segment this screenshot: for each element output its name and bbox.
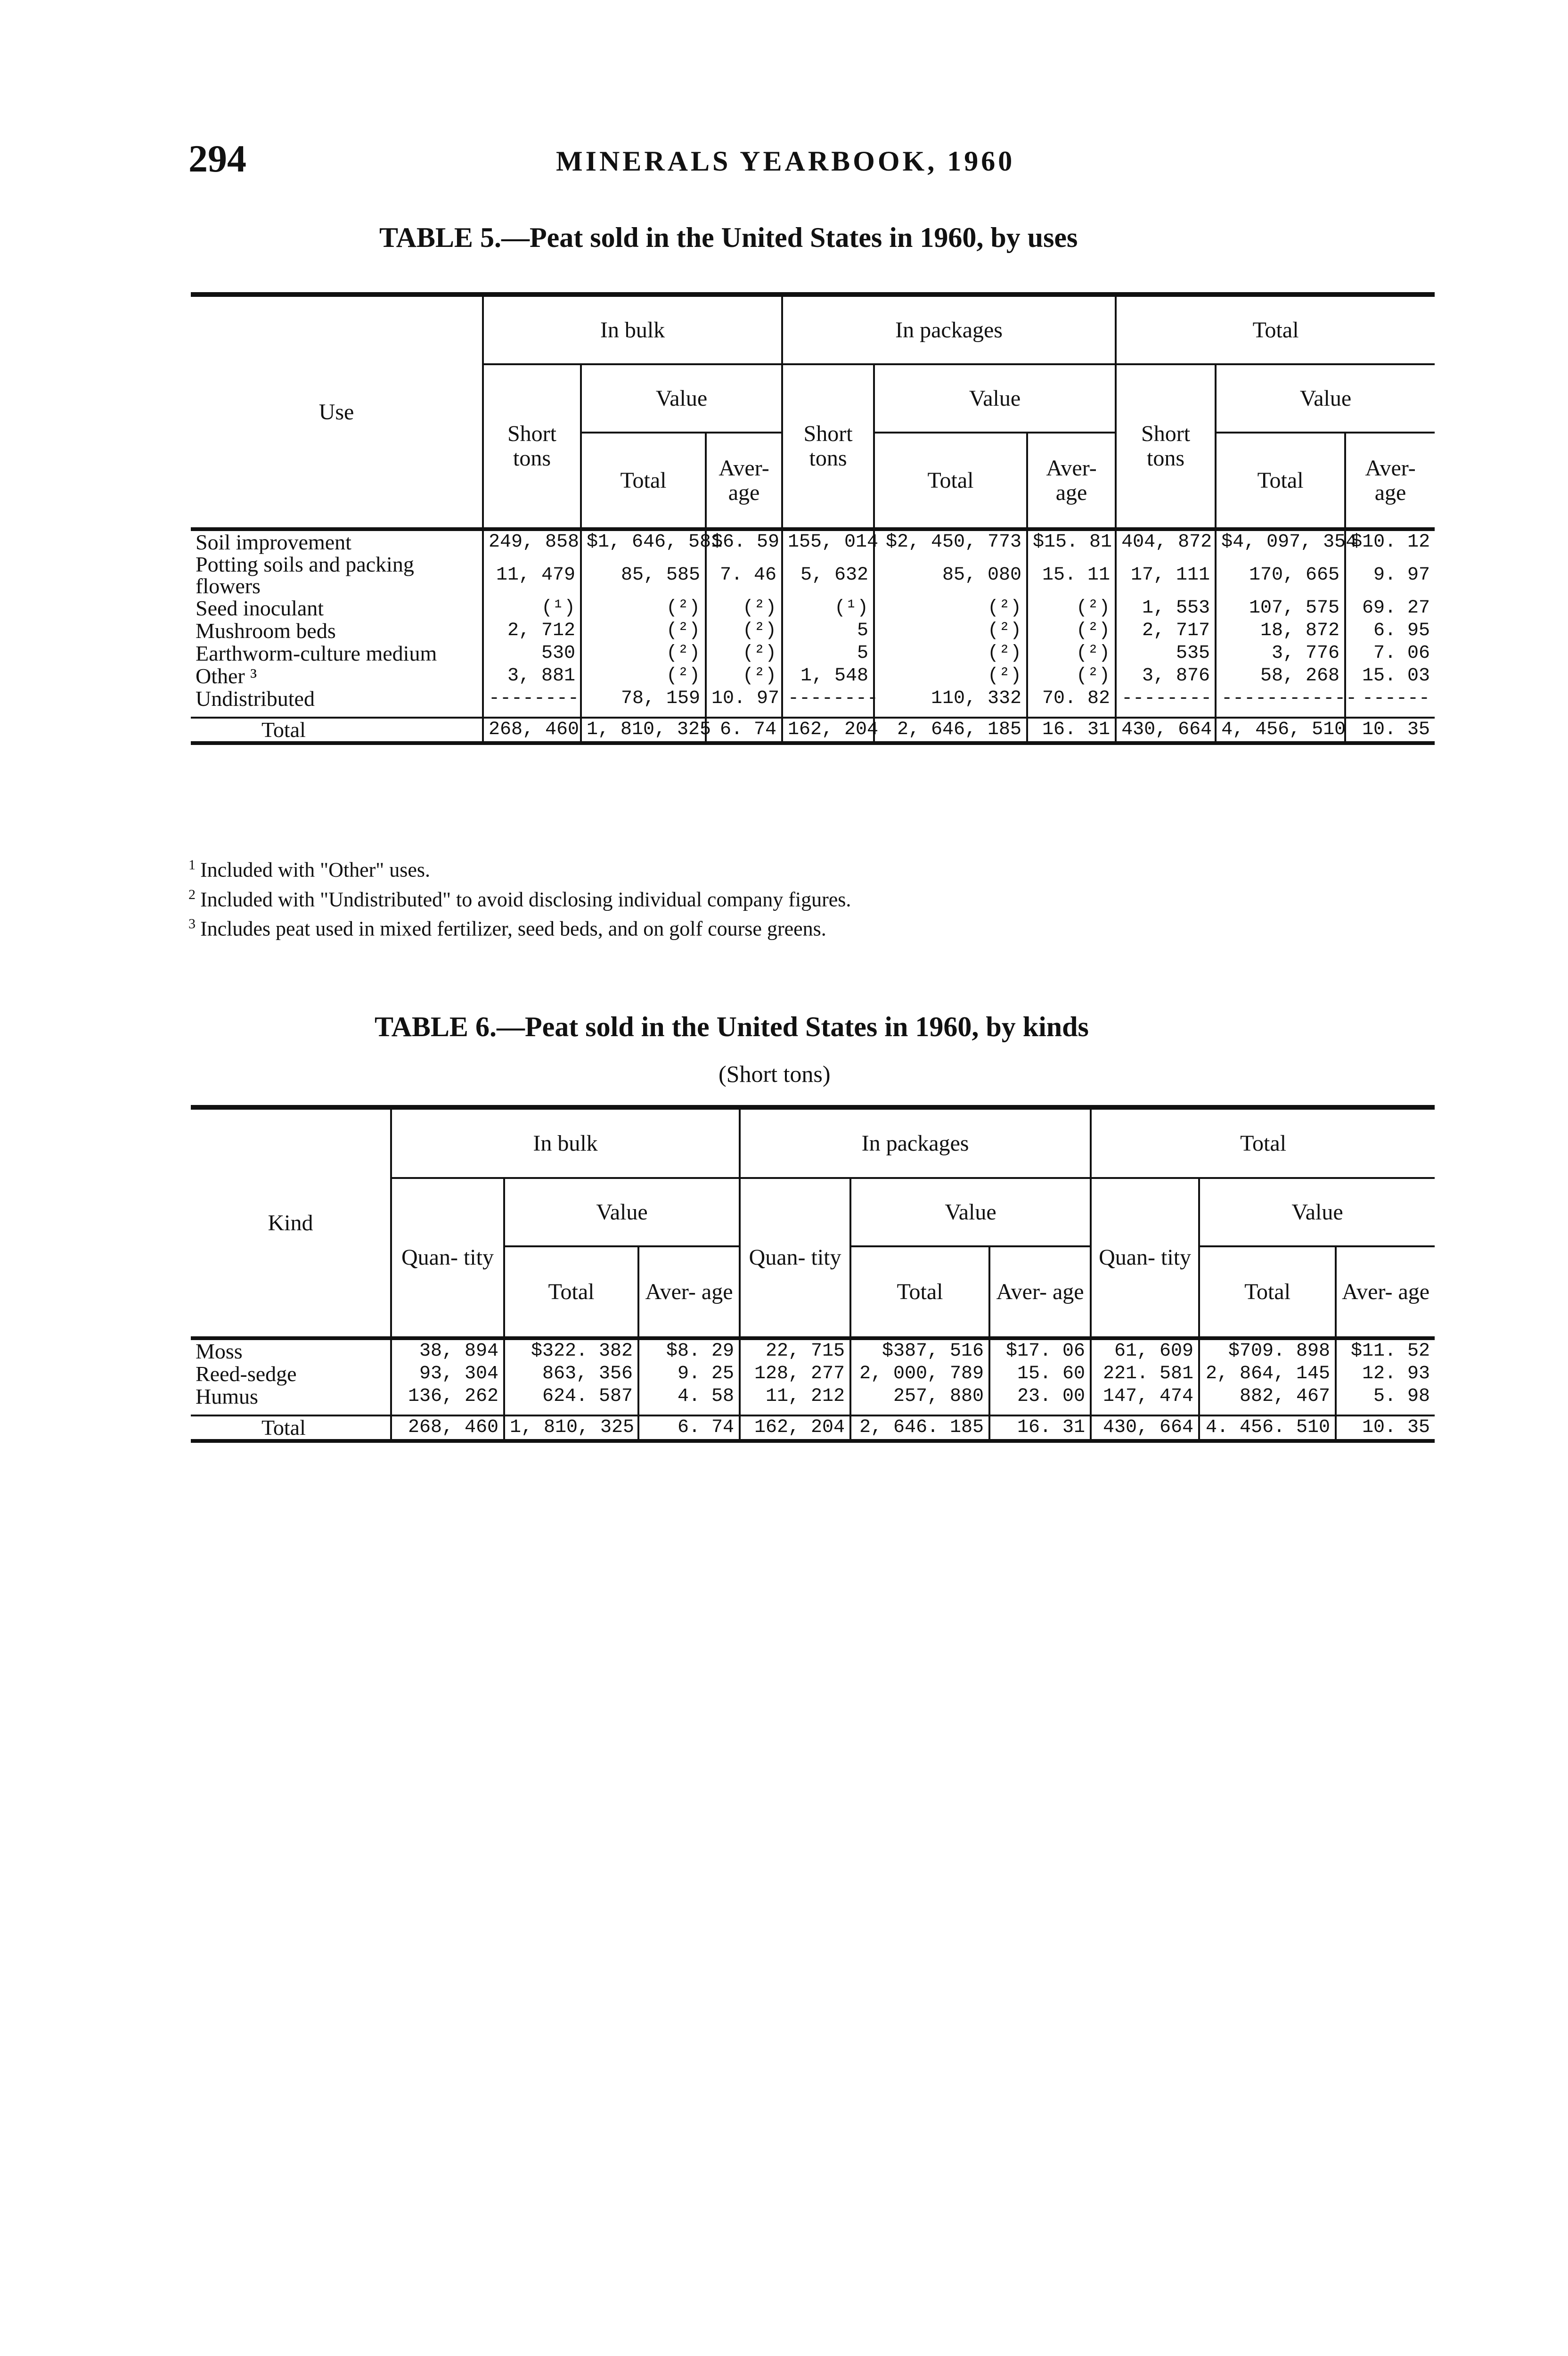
table5-spacer-cell: [191, 710, 483, 718]
table5-row-label: Other ³: [196, 664, 257, 688]
table6-total-cell: 4. 456. 510: [1199, 1415, 1336, 1441]
table5-cell: 110, 332: [874, 687, 1027, 710]
table5-spacer-cell: [581, 710, 706, 718]
table5-cell: $4, 097, 354: [1216, 529, 1345, 554]
table5-cell: (²): [874, 597, 1027, 620]
table5-cell: (²): [874, 620, 1027, 642]
table5-header-average: Aver- age: [706, 433, 782, 529]
table5-row-label: Potting soils and packing flowers: [196, 552, 414, 598]
table5-cell: 85, 080: [874, 554, 1027, 597]
table6-cell: 15. 60: [989, 1363, 1091, 1385]
table5-cell: 58, 268: [1216, 665, 1345, 687]
table6-header-average: Aver- age: [989, 1246, 1091, 1338]
table5-cell: 85, 585: [581, 554, 706, 597]
footnote-3-text: Includes peat used in mixed fertilizer, seed beds, and on golf course greens.: [200, 917, 826, 941]
table5-row-label: Undistributed: [196, 687, 315, 711]
table5-header-average: Aver- age: [1027, 433, 1116, 529]
table5-row: [191, 620, 1435, 642]
table5-cell: (²): [706, 642, 782, 665]
table5-row: [191, 554, 1435, 597]
table5-cell: $2, 450, 773: [874, 529, 1027, 554]
table5-header-in-bulk: In bulk: [483, 294, 782, 364]
table5-header-use: Use: [191, 294, 483, 529]
table5-cell: 11, 479: [483, 554, 581, 597]
table5-cell: 535: [1116, 642, 1216, 665]
page-number: 294: [188, 137, 246, 180]
table5-cell: (²): [1027, 620, 1116, 642]
table6-spacer-cell: [638, 1408, 740, 1415]
table5-cell: (²): [581, 597, 706, 620]
table5-cell: 6. 95: [1345, 620, 1435, 642]
table6-cell: 9. 25: [638, 1363, 740, 1385]
table5-header-value-total: Total: [581, 433, 706, 529]
table6-cell: 882, 467: [1199, 1385, 1336, 1408]
table5-cell: --------: [782, 687, 874, 710]
table6-cell: 257, 880: [850, 1385, 989, 1408]
table6-cell: $322. 382: [504, 1338, 638, 1363]
table5-header-in-packages: In packages: [782, 294, 1116, 364]
table5-cell: (²): [1027, 597, 1116, 620]
table6-header-average: Aver- age: [638, 1246, 740, 1338]
table5-cell: 78, 159: [581, 687, 706, 710]
table5-cell: 2, 712: [483, 620, 581, 642]
table6-cell: 61, 609: [1091, 1338, 1199, 1363]
table6-total-cell: 2, 646. 185: [850, 1415, 989, 1441]
table5-total-label: Total: [191, 718, 483, 743]
table5-total-cell: 2, 646, 185: [874, 718, 1027, 743]
table5-cell: 69. 27: [1345, 597, 1435, 620]
table5-cell: 249, 858: [483, 529, 581, 554]
table5-cell: (¹): [483, 597, 581, 620]
table5-header-value: Value: [1216, 364, 1435, 433]
table5-footnotes: [188, 853, 851, 941]
table6-spacer-cell: [504, 1408, 638, 1415]
table5-header-average: Aver- age: [1345, 433, 1435, 529]
table5-cell: 15. 11: [1027, 554, 1116, 597]
table6-header-value-total: Total: [1199, 1246, 1336, 1338]
table5-cell: 3, 881: [483, 665, 581, 687]
table6-cell: 5. 98: [1336, 1385, 1435, 1408]
table5-cell: 107, 575: [1216, 597, 1345, 620]
table6-cell: $11. 52: [1336, 1338, 1435, 1363]
table5-cell: (¹): [782, 597, 874, 620]
table5-cell: $1, 646, 581: [581, 529, 706, 554]
table5-cell: $10. 12: [1345, 529, 1435, 554]
table5-total-cell: 16. 31: [1027, 718, 1116, 743]
table5-cell: 5, 632: [782, 554, 874, 597]
table5-cell: $6. 59: [706, 529, 782, 554]
table5-cell: 70. 82: [1027, 687, 1116, 710]
table6-cell: 624. 587: [504, 1385, 638, 1408]
table6-header-average: Aver- age: [1336, 1246, 1435, 1338]
table6-row: [191, 1338, 1435, 1363]
table6-header-value-total: Total: [504, 1246, 638, 1338]
table6-cell: 12. 93: [1336, 1363, 1435, 1385]
table5-row: [191, 597, 1435, 620]
table6: [191, 1105, 1435, 1443]
table5-header-total: Total: [1116, 294, 1435, 364]
table5-cell: 7. 06: [1345, 642, 1435, 665]
running-title: MINERALS YEARBOOK, 1960: [556, 146, 1015, 177]
table5-cell: ------: [1345, 687, 1435, 710]
table6-spacer-cell: [740, 1408, 850, 1415]
table5-cell: (²): [706, 665, 782, 687]
table6-spacer-cell: [1199, 1408, 1336, 1415]
table5-header-value: Value: [874, 364, 1116, 433]
table5-cell: 5: [782, 642, 874, 665]
table6-cell: 2, 000, 789: [850, 1363, 989, 1385]
table6-spacer: [191, 1408, 1435, 1415]
table6-cell: 22, 715: [740, 1338, 850, 1363]
table6-cell: $8. 29: [638, 1338, 740, 1363]
table5-total-cell: 10. 35: [1345, 718, 1435, 743]
table5-cell: 2, 717: [1116, 620, 1216, 642]
table5-spacer-cell: [1027, 710, 1116, 718]
table5-cell: $15. 81: [1027, 529, 1116, 554]
table5-row: [191, 665, 1435, 687]
table5-body: [191, 529, 1435, 743]
table6-spacer-cell: [1336, 1408, 1435, 1415]
table6-spacer-cell: [850, 1408, 989, 1415]
table6-header-total: Total: [1091, 1107, 1435, 1178]
table5-cell: (²): [706, 620, 782, 642]
table6-header-in-packages: In packages: [740, 1107, 1091, 1178]
table5-header-value-total: Total: [1216, 433, 1345, 529]
table5-total-cell: 6. 74: [706, 718, 782, 743]
table5-cell: 404, 872: [1116, 529, 1216, 554]
table5-cell: (²): [874, 642, 1027, 665]
footnote-2-text: Included with "Undistributed" to avoid disclosing individual company figures.: [200, 888, 851, 911]
table6-cell: 147, 474: [1091, 1385, 1199, 1408]
table5-total-cell: 268, 460: [483, 718, 581, 743]
footnote-2-mark: 2: [188, 886, 196, 902]
table5-row-label: Soil improvement: [196, 530, 351, 554]
table6-total-cell: 6. 74: [638, 1415, 740, 1441]
table6-total-cell: 16. 31: [989, 1415, 1091, 1441]
table5-cell: 5: [782, 620, 874, 642]
table5-header-short-tons: Short tons: [1116, 364, 1216, 529]
footnote-1-text: Included with "Other" uses.: [200, 858, 431, 882]
table5-spacer-cell: [706, 710, 782, 718]
table6-total-cell: 268, 460: [391, 1415, 504, 1441]
table5-row-label: Mushroom beds: [196, 619, 336, 643]
table5-row: [191, 687, 1435, 710]
table5-row: [191, 529, 1435, 554]
table5-cell: (²): [1027, 642, 1116, 665]
table6-header-value: Value: [1199, 1178, 1435, 1246]
table6-row-label: Reed-sedge: [196, 1362, 297, 1386]
table5-cell: 1, 548: [782, 665, 874, 687]
footnote-1-mark: 1: [188, 857, 196, 873]
table6-cell: 863, 356: [504, 1363, 638, 1385]
table5-total-cell: 430, 664: [1116, 718, 1216, 743]
table5-total-cell: 4, 456, 510: [1216, 718, 1345, 743]
footnote-3-mark: 3: [188, 916, 196, 932]
table6-cell: 221. 581: [1091, 1363, 1199, 1385]
table6-total-cell: 10. 35: [1336, 1415, 1435, 1441]
table5-spacer-cell: [483, 710, 581, 718]
table5-header-short-tons: Short tons: [782, 364, 874, 529]
table5-cell: 170, 665: [1216, 554, 1345, 597]
table5-header-value-total: Total: [874, 433, 1027, 529]
table5-cell: (²): [581, 665, 706, 687]
table5-spacer: [191, 710, 1435, 718]
table5-total-row: [191, 718, 1435, 743]
table5-cell: ------------: [1216, 687, 1345, 710]
table5-cell: --------: [483, 687, 581, 710]
table5-cell: 15. 03: [1345, 665, 1435, 687]
table5-spacer-cell: [782, 710, 874, 718]
table5-row: [191, 642, 1435, 665]
table5-header-short-tons: Short tons: [483, 364, 581, 529]
table6-header-value: Value: [504, 1178, 740, 1246]
table6-cell: 93, 304: [391, 1363, 504, 1385]
table6-cell: 2, 864, 145: [1199, 1363, 1336, 1385]
table5: [191, 292, 1435, 745]
table6-cell: $709. 898: [1199, 1338, 1336, 1363]
table6-total-cell: 162, 204: [740, 1415, 850, 1441]
table6-total-cell: 1, 810, 325: [504, 1415, 638, 1441]
table5-cell: 7. 46: [706, 554, 782, 597]
table5-cell: (²): [706, 597, 782, 620]
table6-body: [191, 1338, 1435, 1441]
table6-title: TABLE 6.—Peat sold in the United States in 1960, by kinds: [375, 1011, 1089, 1042]
table5-cell: (²): [874, 665, 1027, 687]
table5-cell: 155, 014: [782, 529, 874, 554]
footnote-3: [188, 912, 851, 941]
table6-cell: 38, 894: [391, 1338, 504, 1363]
table5-cell: 10. 97: [706, 687, 782, 710]
table5-row-label: Seed inoculant: [196, 596, 324, 620]
table6-spacer-cell: [989, 1408, 1091, 1415]
table6-cell: $387, 516: [850, 1338, 989, 1363]
table6-header-quantity: Quan- tity: [740, 1178, 850, 1338]
table5-spacer-cell: [1216, 710, 1345, 718]
table5-title: TABLE 5.—Peat sold in the United States in 1960, by uses: [379, 222, 1078, 253]
table6-header-value: Value: [850, 1178, 1091, 1246]
table5-cell: (²): [581, 620, 706, 642]
table6-row: [191, 1363, 1435, 1385]
table5-cell: 17, 111: [1116, 554, 1216, 597]
table6-spacer-cell: [391, 1408, 504, 1415]
footnote-1: [188, 853, 851, 883]
table5-spacer-cell: [1345, 710, 1435, 718]
table6-subtitle: (Short tons): [719, 1061, 831, 1087]
footnote-2: [188, 883, 851, 912]
table6-row-label: Humus: [196, 1384, 258, 1408]
table5-cell: 1, 553: [1116, 597, 1216, 620]
table6-cell: $17. 06: [989, 1338, 1091, 1363]
table6-header-quantity: Quan- tity: [1091, 1178, 1199, 1338]
table6-header-kind: Kind: [191, 1107, 391, 1338]
table5-total-cell: 162, 204: [782, 718, 874, 743]
table5-total-cell: 1, 810, 325: [581, 718, 706, 743]
table5-cell: --------: [1116, 687, 1216, 710]
table5-cell: (²): [581, 642, 706, 665]
table6-header-in-bulk: In bulk: [391, 1107, 740, 1178]
table5-header-value: Value: [581, 364, 782, 433]
page-header: [188, 137, 1437, 188]
table5-cell: (²): [1027, 665, 1116, 687]
table6-spacer-cell: [191, 1408, 391, 1415]
table6-spacer-cell: [1091, 1408, 1199, 1415]
table5-cell: 18, 872: [1216, 620, 1345, 642]
table6-total-cell: 430, 664: [1091, 1415, 1199, 1441]
table5-cell: 3, 876: [1116, 665, 1216, 687]
table6-cell: 128, 277: [740, 1363, 850, 1385]
table5-cell: 530: [483, 642, 581, 665]
table6-header-quantity: Quan- tity: [391, 1178, 504, 1338]
table6-total-row: [191, 1415, 1435, 1441]
table6-header-value-total: Total: [850, 1246, 989, 1338]
table6-row-label: Moss: [196, 1339, 243, 1363]
table6-cell: 136, 262: [391, 1385, 504, 1408]
table5-spacer-cell: [1116, 710, 1216, 718]
table6-row: [191, 1385, 1435, 1408]
table6-cell: 23. 00: [989, 1385, 1091, 1408]
table5-spacer-cell: [874, 710, 1027, 718]
table6-cell: 4. 58: [638, 1385, 740, 1408]
table6-total-label: Total: [191, 1415, 391, 1441]
table5-cell: 3, 776: [1216, 642, 1345, 665]
table6-cell: 11, 212: [740, 1385, 850, 1408]
table5-row-label: Earthworm-culture medium: [196, 641, 437, 665]
table5-cell: 9. 97: [1345, 554, 1435, 597]
